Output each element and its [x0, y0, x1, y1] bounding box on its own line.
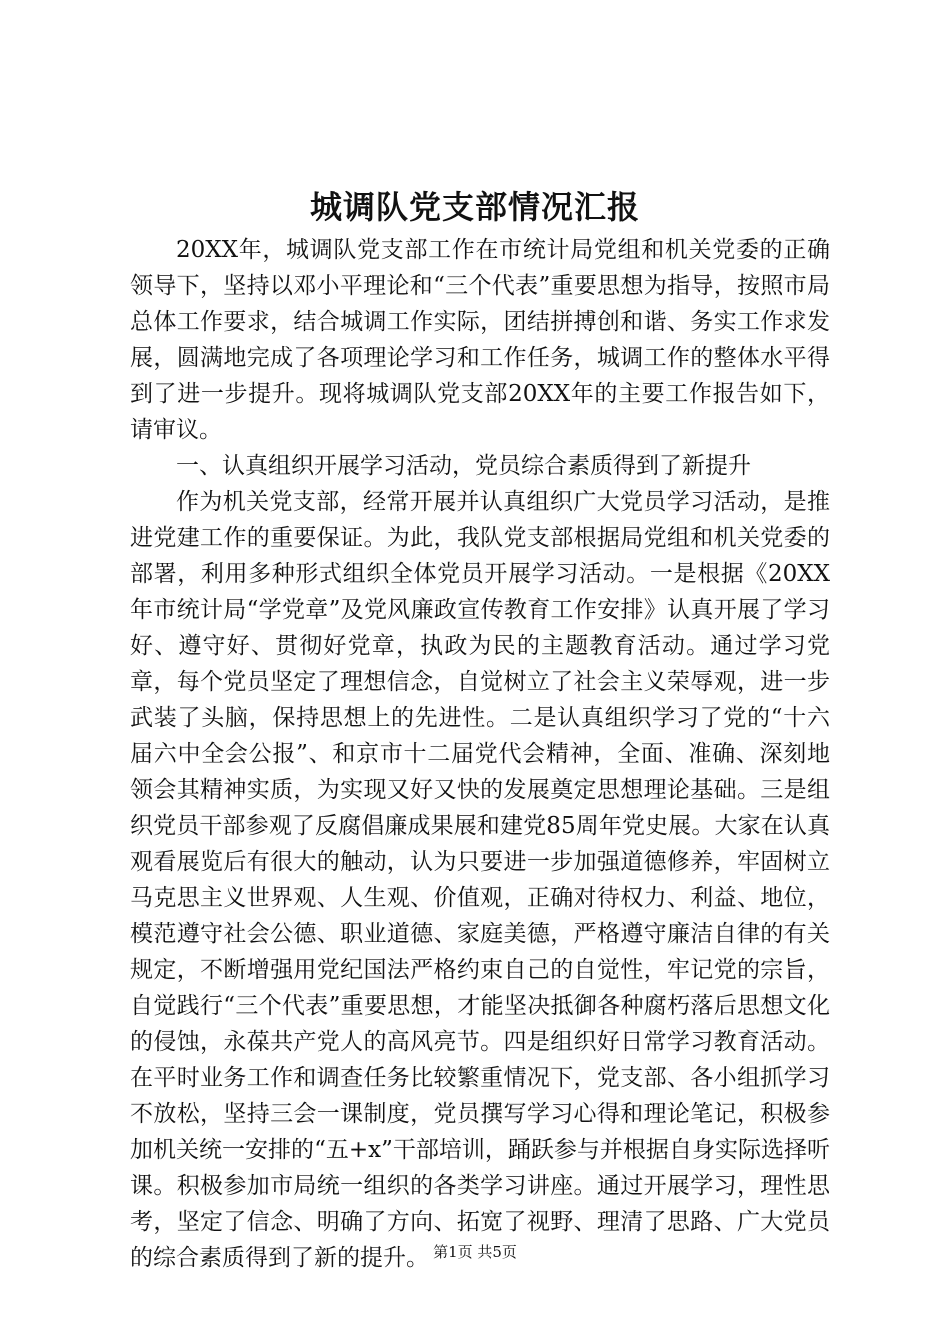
- document-body: [130, 232, 830, 1276]
- section-heading-1: 一、认真组织开展学习活动，党员综合素质得到了新提升: [176, 453, 751, 479]
- document-title: 城调队党支部情况汇报: [309, 188, 640, 226]
- paragraph-intro: 20XX年，城调队党支部工作在市统计局党组和机关党委的正确领导下，坚持以邓小平理论和“三个代表”重要思想为指导，按照市局总体工作要求，结合城调工作实际，团结拼搏创和谐、务实工作求发展，圆满地完成了各项理论学习和工作任务，城调工作的整体水平得到了进一步提升。现将城调队党支部20XX年的主要工作报告如下，请审议。: [130, 237, 830, 443]
- paragraph-section-1: 作为机关党支部，经常开展并认真组织广大党员学习活动，是推进党建工作的重要保证。为此，我队党支部根据局党组和机关党委的部署，利用多种形式组织全体党员开展学习活动。一是根据《20XX年市统计局“学党章”及党风廉政宣传教育工作安排》认真开展了学习好、遵守好、贯彻好党章，执政为民的主题教育活动。通过学习党章，每个党员坚定了理想信念，自觉树立了社会主义荣辱观，进一步武装了头脑，保持思想上的先进性。二是认真组织学习了党的“十六届六中全会公报”、和京市十二届党代会精神，全面、准确、深刻地领会其精神实质，为实现又好又快的发展奠定思想理论基础。三是组织党员干部参观了反腐倡廉成果展和建党85周年党史展。大家在认真观看展览后有很大的触动，认为只要进一步加强道德修养，牢固树立马克思主义世界观、人生观、价值观，正确对待权力、利益、地位，模范遵守社会公德、职业道德、家庭美德，严格遵守廉洁自律的有关规定，不断增强用党纪国法严格约束自己的自觉性，牢记党的宗旨，自觉践行“三个代表”重要思想，才能坚决抵御各种腐朽落后思想文化的侵蚀，永葆共产党人的高风亮节。四是组织好日常学习教育活动。在平时业务工作和调查任务比较繁重情况下，党支部、各小组抓学习不放松，坚持三会一课制度，党员撰写学习心得和理论笔记，积极参加机关统一安排的“五+x”干部培训，踊跃参与并根据自身实际选择听课。积极参加市局统一组织的各类学习讲座。通过开展学习，理性思考，坚定了信念、明确了方向、拓宽了视野、理清了思路、广大党员的综合素质得到了新的提升。: [130, 489, 830, 1271]
- page-footer: 第1页 共5页: [433, 1243, 517, 1261]
